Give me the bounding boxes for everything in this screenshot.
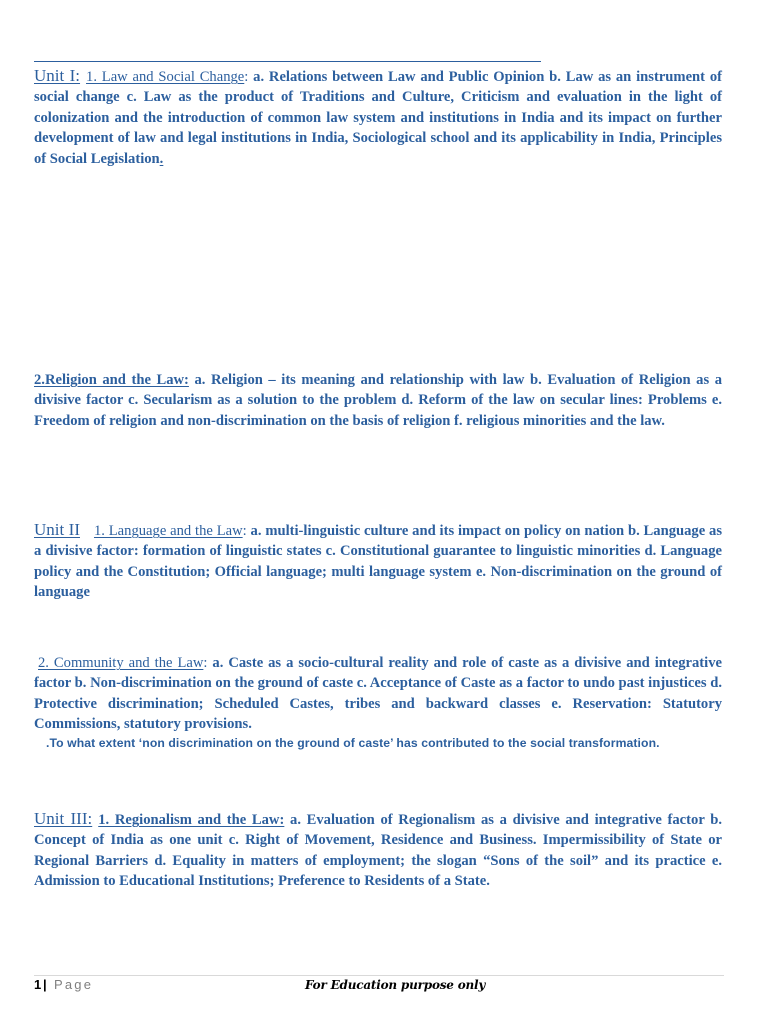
section-unit-2-language-law xyxy=(34,520,722,603)
unit-label: Unit II xyxy=(34,520,80,539)
page-label: Page xyxy=(54,977,94,992)
section-body: a. Relations between Law and Public Opinion b. Law as an instrument of social change c. Law as the product of Traditions and Culture, Criticism and evaluation in the light of colonization and the introduction of common law system and institutions in India and its impact on further development of law and legal institutions in India, Sociological school and its applicability in India, Principles of Social Legislation xyxy=(34,69,722,167)
heading-colon: : xyxy=(242,523,247,539)
page-footer xyxy=(34,977,724,997)
section-unit-1-law-social-change xyxy=(34,66,722,169)
section-heading: 1. Law and Social Change xyxy=(86,69,245,85)
section-heading: 2.Religion and the Law: xyxy=(34,372,189,388)
section-body: a. Religion – its meaning and relationship with law b. Evaluation of Religion as a divisive factor c. Secularism as a solution to the problem d. Reform of the law on secular lines: Problems e. Freedom of religion and non-discrimination on the basis of religion f. religious minorities and the law. xyxy=(34,372,722,429)
page-separator: | xyxy=(43,977,47,992)
top-divider xyxy=(34,61,541,62)
footer-note: For Education purpose only xyxy=(305,978,486,992)
section-heading: 2. Community and the Law xyxy=(38,655,204,671)
section-community-law xyxy=(34,653,722,735)
section-heading: 1. Language and the Law xyxy=(93,523,243,539)
footer-divider xyxy=(34,975,724,976)
section-tail: . xyxy=(159,150,164,167)
section-religion-law xyxy=(34,370,722,431)
page-number: 1 xyxy=(34,977,42,992)
unit-label: Unit I: xyxy=(34,66,81,85)
heading-colon: : xyxy=(203,655,208,671)
section-body: a. Caste as a socio-cultural reality and role of caste as a divisive and integrative factor b. Non-discrimination on the ground of caste c. Acceptance of Caste as a factor to undo past injustices d. Protective discrimination; Scheduled Castes, tribes and backward classes e. Reservation: Statutory Commissions, statutory provisions. xyxy=(34,655,722,733)
section-heading: 1. Regionalism and the Law: xyxy=(98,812,285,828)
section-unit-3-regionalism-law xyxy=(34,809,722,892)
unit-label: Unit III: xyxy=(34,809,93,828)
heading-colon: : xyxy=(244,69,249,85)
section-body: a. multi-linguistic culture and its impact on policy on nation b. Language as a divisive factor: formation of linguistic states c. Constitutional guarantee to linguistic minorities d. Language policy and the Constitution; Official language; multi language system e. Non-discrimination on the ground of language xyxy=(34,523,722,601)
caste-question: .To what extent ‘non discrimination on the ground of caste’ has contributed to the social transformation. xyxy=(46,736,660,750)
section-body: a. Evaluation of Regionalism as a divisive and integrative factor b. Concept of India as one unit c. Right of Movement, Residence and Business. Impermissibility of State or Regional Barriers d. Equality in matters of employment; the slogan “Sons of the soil” and its practice e. Admission to Educational Institutions; Preference to Residents of a State. xyxy=(34,812,722,890)
